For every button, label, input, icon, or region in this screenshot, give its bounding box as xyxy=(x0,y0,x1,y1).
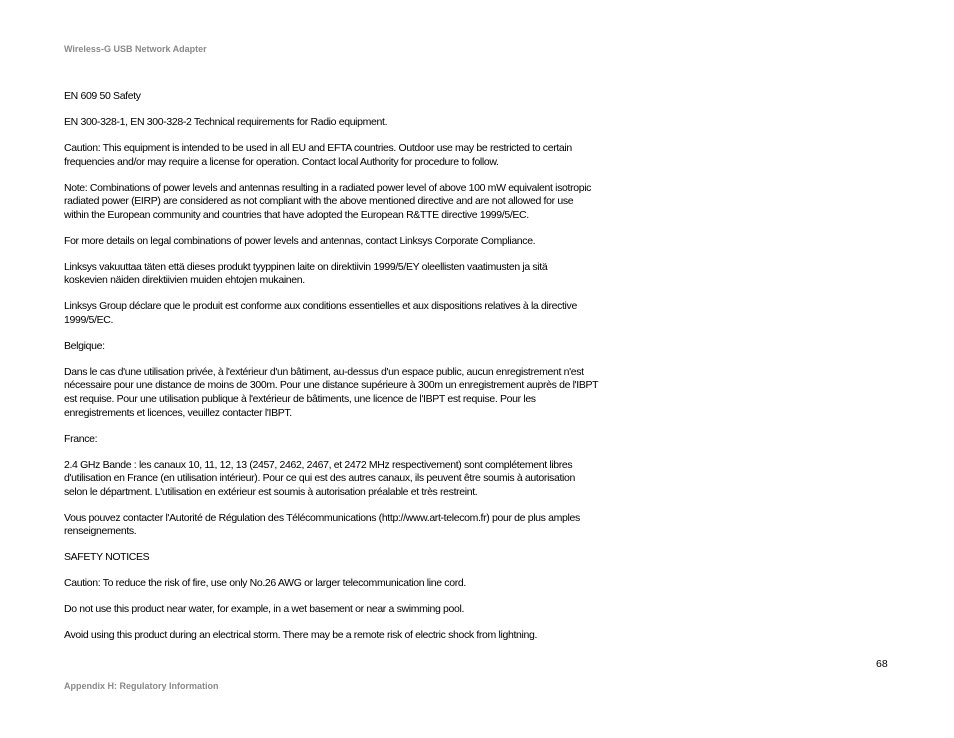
paragraph-note-eirp: Note: Combinations of power levels and antennas resulting in a radiated power level of above 100 mW equivalent isotropic radiated power (EIRP) are considered as not compliant with the above mentioned directive and are not allowed for use within the European community and countries that have adopted the European R&TTE directive 1999/5/EC. xyxy=(64,181,592,221)
paragraph-france-heading: France: xyxy=(64,432,98,445)
paragraph-caution-eu-efta: Caution: This equipment is intended to be used in all EU and EFTA countries. Outdoor use may be restricted to certain frequencies and/or may require a license for operation. Contact local Authority for procedure to follow. xyxy=(64,141,572,168)
document-header-title: Wireless-G USB Network Adapter xyxy=(64,44,207,54)
paragraph-french-declaration: Linksys Group déclare que le produit est conforme aux conditions essentielles et aux dispositions relatives à la directive 1999/5/EC. xyxy=(64,300,577,326)
paragraph-legal-combinations: For more details on legal combinations of power levels and antennas, contact Linksys Corporate Compliance. xyxy=(64,234,536,247)
paragraph-finnish-declaration: Linksys vakuuttaa täten että dieses produkt tyyppinen laite on direktiivin 1999/5/EY oleellisten vaatimusten ja sitä koskevien näiden direktiivien muiden ehtojen mukainen. xyxy=(64,260,548,287)
paragraph-belgique-text: Dans le cas d'une utilisation privée, à l'extérieur d'un bâtiment, au-dessus d'un espace public, aucun enregistrement n'est nécessaire pour une distance de moins de 300m. Pour une distance supérieure à 300m un enregistrement auprès de l'IBPT est requise. Pour une utilisation publique à l'extérieur de bâtiments, une licence de l'IBPT est requise. Pour les enregistrements et licences, veuillez contacter l'IBPT. xyxy=(64,365,599,419)
paragraph-belgique-heading: Belgique: xyxy=(64,339,105,352)
paragraph-safety-notices-heading: SAFETY NOTICES xyxy=(64,551,150,564)
document-body xyxy=(64,90,639,655)
paragraph-france-channels: 2.4 GHz Bande : les canaux 10, 11, 12, 13 (2457, 2462, 2467, et 2472 MHz respectivement) sont complétement libres d'utilisation en France (en utilisation intérieur). Pour ce qui est des autres canaux, ils peuvent être soumis à autorisation selon le départment. L'utilisation en extérieur est soumis à autorisation préalable et très restreint. xyxy=(64,458,575,498)
paragraph-water-warning: Do not use this product near water, for example, in a wet basement or near a swimming pool. xyxy=(64,603,465,616)
paragraph-en-60950-safety: EN 609 50 Safety xyxy=(64,90,141,102)
page-number: 68 xyxy=(876,658,888,670)
document-footer-title: Appendix H: Regulatory Information xyxy=(64,681,219,691)
paragraph-caution-fire: Caution: To reduce the risk of fire, use only No.26 AWG or larger telecommunication line cord. xyxy=(64,577,466,590)
paragraph-storm-warning: Avoid using this product during an electrical storm. There may be a remote risk of electric shock from lightning. xyxy=(64,629,538,642)
paragraph-art-telecom: Vous pouvez contacter l'Autorité de Régulation des Télécommunications (http://www.art-telecom.fr) pour de plus amples renseignements. xyxy=(64,511,580,538)
paragraph-en-300-328: EN 300-328-1, EN 300-328-2 Technical requirements for Radio equipment. xyxy=(64,115,388,128)
